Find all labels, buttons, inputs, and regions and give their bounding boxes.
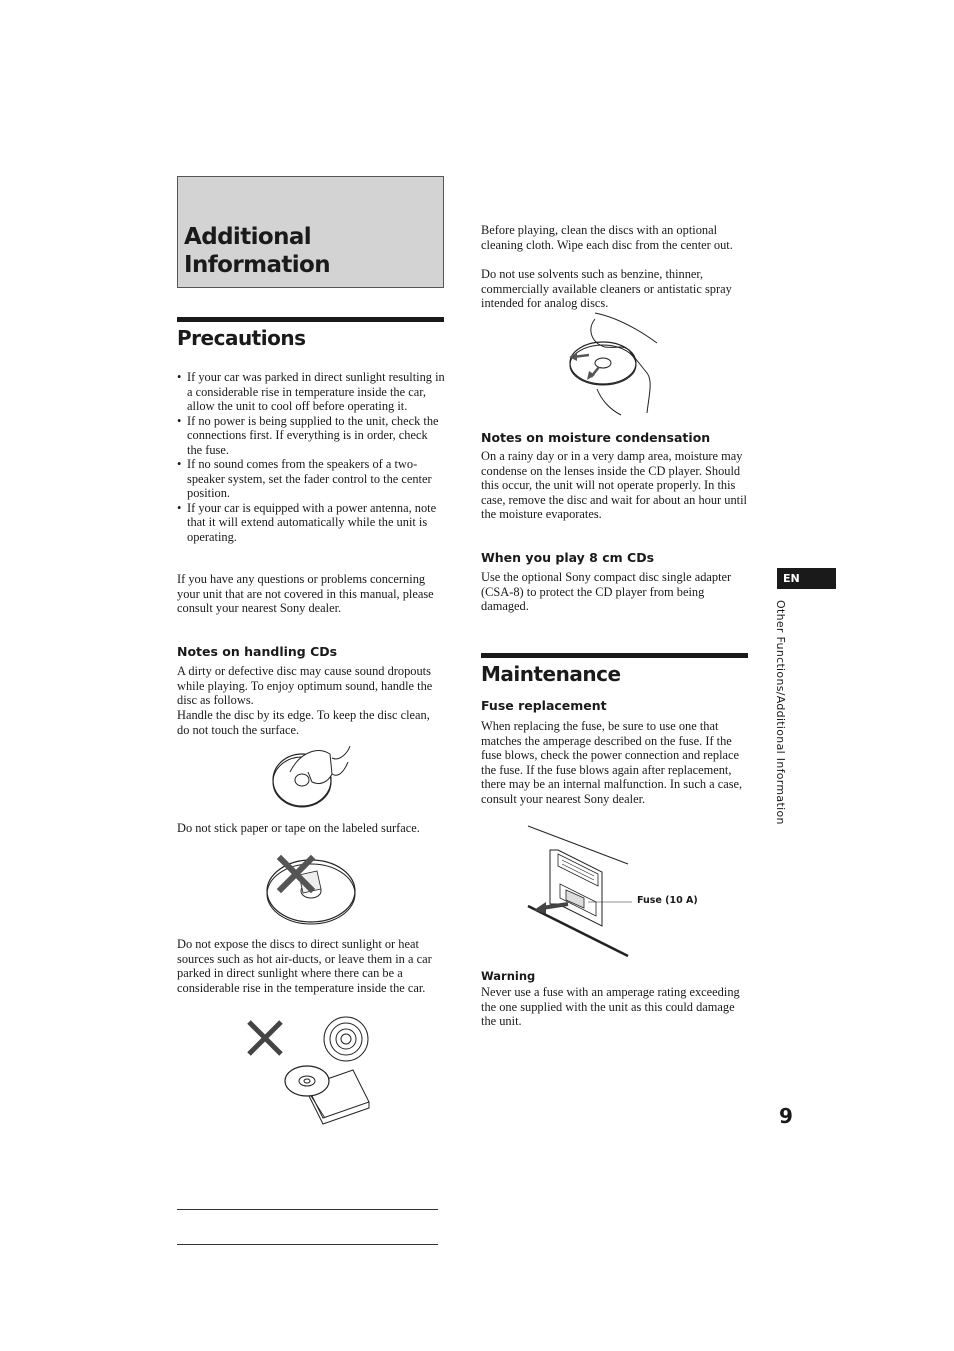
precautions-rule	[177, 317, 444, 322]
language-tab: EN	[777, 568, 836, 589]
title-line-2: Information	[184, 252, 331, 278]
chapter-label: Other Functions/Additional Information	[774, 600, 787, 825]
handling-text-1: A dirty or defective disc may cause sound dropouts while playing. To enjoy optimum sound, handle the disc as follows.	[177, 664, 433, 707]
fuse-illustration	[524, 824, 634, 959]
fuse-text: When replacing the fuse, be sure to use one that matches the amperage described on the fuse. If the fuse blows, check the power connection and replace the fuse. If the fuse blows again after replacement, there may be an internal malfunction. In such a case, consult your nearest Sony dealer.	[481, 719, 743, 806]
title-box	[177, 176, 444, 288]
precaution-item: • If your car is equipped with a power antenna, note that it will extend automatically while the unit is operating.	[177, 501, 445, 545]
handling-title: Notes on handling CDs	[177, 644, 338, 659]
disc-tape-illustration	[265, 855, 357, 925]
fuse-label: Fuse (10 A)	[637, 895, 698, 906]
moisture-text: On a rainy day or in a very damp area, moisture may condense on the lenses inside the CD player. Should this occur, the unit will not operate properly. In this case, remove the disc and wait for about an hour until the moisture evaporates.	[481, 449, 747, 521]
warning-text: Never use a fuse with an amperage rating exceeding the one supplied with the unit as this could damage the unit.	[481, 985, 740, 1028]
precaution-item: • If no sound comes from the speakers of a two-speaker system, set the fader control to the center position.	[177, 457, 445, 501]
cd8-title: When you play 8 cm CDs	[481, 550, 655, 565]
bottom-line-1	[177, 1209, 438, 1210]
precaution-item: • If your car was parked in direct sunlight resulting in a considerable rise in temperature inside the car, allow the unit to cool off before operating it.	[177, 370, 445, 414]
questions-text: If you have any questions or problems concerning your unit that are not covered in this manual, please consult your nearest Sony dealer.	[177, 572, 434, 615]
maintenance-rule	[481, 653, 748, 658]
cleaning-text-2: Do not use solvents such as benzine, thinner, commercially available cleaners or antistatic spray intended for analog discs.	[481, 267, 732, 310]
maintenance-title: Maintenance	[481, 662, 621, 686]
precautions-title: Precautions	[177, 326, 306, 350]
page-title	[184, 223, 434, 279]
moisture-title: Notes on moisture condensation	[481, 430, 711, 445]
warning-title: Warning	[481, 969, 536, 983]
handling-text-3: Do not stick paper or tape on the labeled surface.	[177, 821, 420, 835]
disc-cleaning-illustration	[565, 313, 665, 417]
fuse-title: Fuse replacement	[481, 698, 607, 713]
disc-handling-illustration	[270, 742, 355, 810]
precaution-item: • If no power is being supplied to the unit, check the connections first. If everything is in order, check the fuse.	[177, 414, 445, 458]
sunlight-illustration	[245, 1014, 380, 1124]
page-number: 9	[779, 1104, 793, 1128]
handling-text-4: Do not expose the discs to direct sunlight or heat sources such as hot air-ducts, or leave them in a car parked in direct sunlight where there can be a considerable rise in the temperature inside the car.	[177, 937, 432, 995]
handling-text-2: Handle the disc by its edge. To keep the disc clean, do not touch the surface.	[177, 708, 430, 737]
precautions-list	[177, 370, 445, 544]
title-line-1: Additional	[184, 224, 312, 250]
cleaning-text-1: Before playing, clean the discs with an optional cleaning cloth. Wipe each disc from the center out.	[481, 223, 733, 252]
bottom-line-2	[177, 1244, 438, 1245]
cd8-text: Use the optional Sony compact disc single adapter (CSA-8) to protect the CD player from being damaged.	[481, 570, 732, 613]
